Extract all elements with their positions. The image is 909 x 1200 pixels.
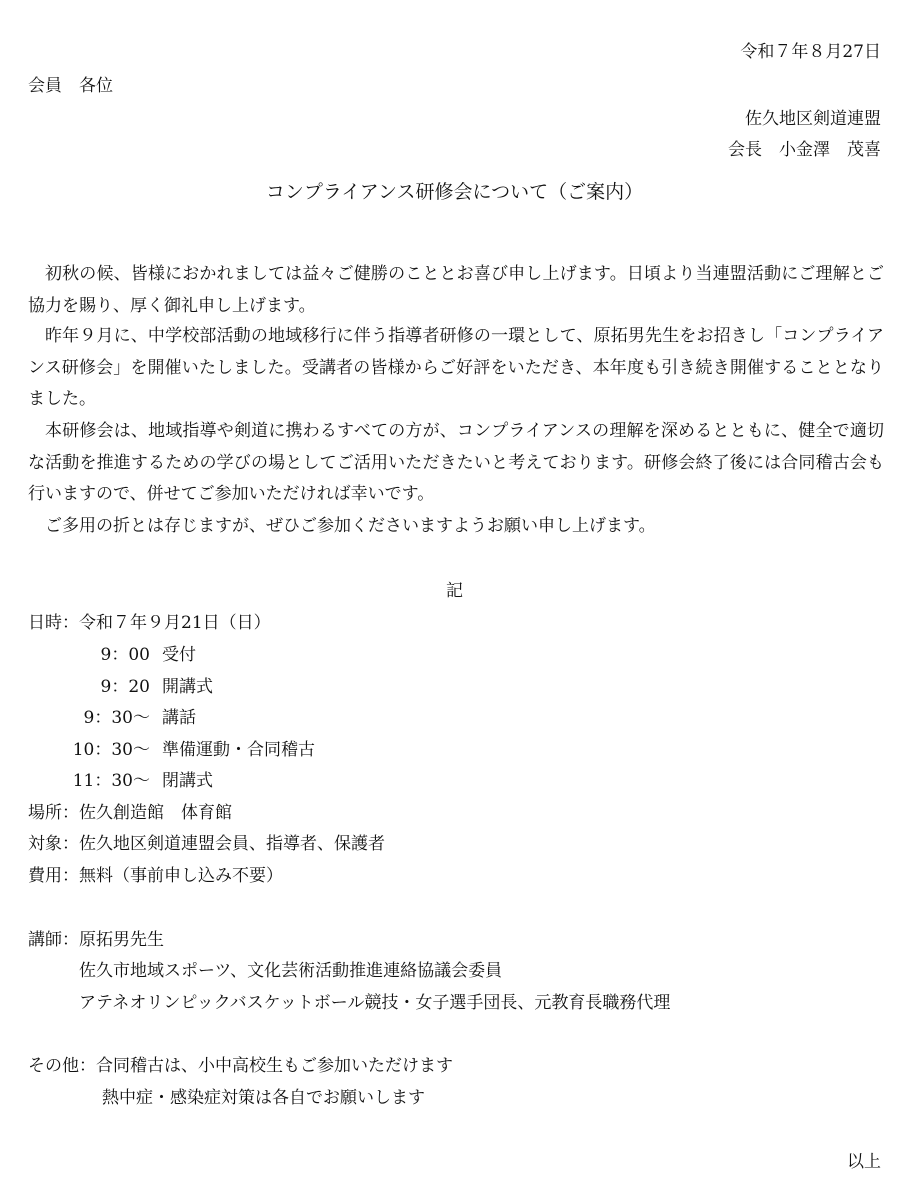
schedule-time: 10：30～ xyxy=(72,740,150,760)
schedule-time: 9：00 xyxy=(100,645,150,665)
ki-heading: 記 xyxy=(446,581,463,601)
target-value: 佐久地区剣道連盟会員、指導者、保護者 xyxy=(79,834,385,854)
sender-name: 会長 小金澤 茂喜 xyxy=(728,140,881,160)
datetime-value: 令和７年９月21日（日） xyxy=(79,613,271,633)
body-paragraph-2: 昨年９月に、中学校部活動の地域移行に伴う指導者研修の一環として、原拓男先生をお招きし「コンプライアンス研修会」を開催いたしました。受講者の皆様からご好評をいただき、本年度も引き続き開催することとなりました。 xyxy=(28,326,884,409)
date: 令和７年８月27日 xyxy=(740,42,881,62)
schedule-time: 9：30～ xyxy=(83,708,150,728)
schedule-row xyxy=(62,738,315,762)
recipient: 会員 各位 xyxy=(28,76,113,96)
schedule-event: 受付 xyxy=(162,645,196,665)
schedule-row xyxy=(62,706,196,730)
document-title: コンプライアンス研修会について（ご案内） xyxy=(265,181,644,203)
closing: 以上 xyxy=(847,1152,881,1172)
schedule-event: 開講式 xyxy=(162,677,213,697)
sender-organization: 佐久地区剣道連盟 xyxy=(745,109,881,129)
place-row xyxy=(28,801,232,825)
lecturer-title-1: 佐久市地域スポーツ、文化芸術活動推進連絡協議会委員 xyxy=(79,961,503,981)
lecturer-title-2: アテネオリンピックバスケットボール競技・女子選手団長、元教育長職務代理 xyxy=(79,993,671,1013)
lecturer-row xyxy=(28,928,164,952)
place-label: 場所： xyxy=(28,803,79,823)
body-paragraph-1: 初秋の候、皆様におかれましては益々ご健勝のこととお喜び申し上げます。日頃より当連盟活動にご理解とご協力を賜り、厚く御礼申し上げます。 xyxy=(28,264,884,316)
schedule-event: 閉講式 xyxy=(162,771,213,791)
other-line-2: 熱中症・感染症対策は各自でお願いします xyxy=(102,1088,425,1108)
datetime-row xyxy=(28,611,271,635)
other-line-1: 合同稽古は、小中高校生もご参加いただけます xyxy=(96,1056,453,1076)
schedule-event: 準備運動・合同稽古 xyxy=(162,740,315,760)
other-row xyxy=(28,1054,453,1078)
fee-label: 費用： xyxy=(28,866,79,886)
body-paragraph-3: 本研修会は、地域指導や剣道に携わるすべての方が、コンプライアンスの理解を深めるとともに、健全で適切な活動を推進するための学びの場としてご活用いただきたいと考えております。研修会終了後には合同稽古会も行いますので、併せてご参加いただければ幸いです。 xyxy=(28,421,884,504)
schedule-row xyxy=(62,643,196,667)
target-label: 対象： xyxy=(28,834,79,854)
body-paragraph-4: ご多用の折とは存じますが、ぜひご参加くださいますようお願い申し上げます。 xyxy=(45,516,656,536)
lecturer-label: 講師： xyxy=(28,930,79,950)
fee-value: 無料（事前申し込み不要） xyxy=(79,866,283,886)
schedule-event: 講話 xyxy=(162,708,196,728)
schedule-row xyxy=(62,769,213,793)
other-label: その他： xyxy=(28,1056,96,1076)
place-value: 佐久創造館 体育館 xyxy=(79,803,232,823)
fee-row xyxy=(28,864,283,888)
datetime-label: 日時： xyxy=(28,613,79,633)
target-row xyxy=(28,832,385,856)
schedule-time: 9：20 xyxy=(100,677,150,697)
schedule-time: 11：30～ xyxy=(72,771,150,791)
schedule-row xyxy=(62,675,213,699)
lecturer-name: 原拓男先生 xyxy=(79,930,164,950)
